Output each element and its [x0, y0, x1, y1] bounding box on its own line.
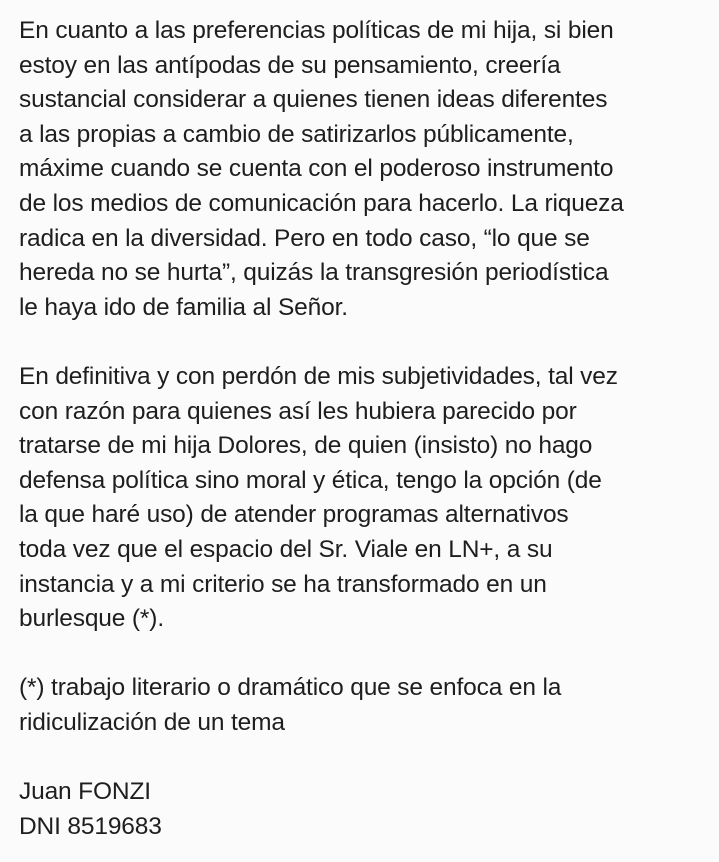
footnote-line: (*) trabajo literario o dramático que se enfoca en la — [19, 674, 562, 702]
text-line: la que haré uso) de atender programas alternativos — [19, 501, 569, 529]
paragraph-spacer — [19, 637, 709, 672]
text-line: sustancial considerar a quienes tienen ideas diferentes — [19, 86, 608, 114]
text-line: hereda no se hurta”, quizás la transgresión periodística — [19, 259, 609, 287]
paragraph-en-definitiva — [19, 360, 709, 637]
text-line: máxime cuando se cuenta con el poderoso instrumento — [19, 155, 614, 183]
footnote — [19, 671, 709, 740]
text-line: instancia y a mi criterio se ha transformado en un — [19, 570, 547, 598]
signature-name: Juan FONZI — [19, 778, 151, 806]
text-line: le haya ido de familia al Señor. — [19, 293, 348, 321]
text-line: de los medios de comunicación para hacerlo. La riqueza — [19, 189, 624, 217]
text-line: tratarse de mi hija Dolores, de quien (insisto) no hago — [19, 432, 593, 460]
text-line: toda vez que el espacio del Sr. Viale en LN+, a su — [19, 535, 553, 563]
signature-block — [19, 775, 709, 844]
paragraph-spacer — [19, 740, 709, 775]
footnote-line: ridiculización de un tema — [19, 708, 285, 736]
text-line: a las propias a cambio de satirizarlos públicamente, — [19, 120, 574, 148]
signature-id: DNI 8519683 — [19, 812, 162, 840]
text-line: burlesque (*). — [19, 605, 164, 633]
text-line: con razón para quienes así les hubiera parecido por — [19, 397, 577, 425]
text-line: En cuanto a las preferencias políticas de mi hija, si bien — [19, 17, 614, 44]
paragraph-spacer — [19, 325, 709, 360]
text-line: defensa política sino moral y ética, tengo la opción (de — [19, 466, 602, 494]
paragraph-preferencias — [19, 14, 709, 325]
text-line: En definitiva y con perdón de mis subjetividades, tal vez — [19, 362, 618, 390]
text-line: estoy en las antípodas de su pensamiento, creería — [19, 51, 561, 79]
text-line: radica en la diversidad. Pero en todo caso, “lo que se — [19, 224, 590, 252]
